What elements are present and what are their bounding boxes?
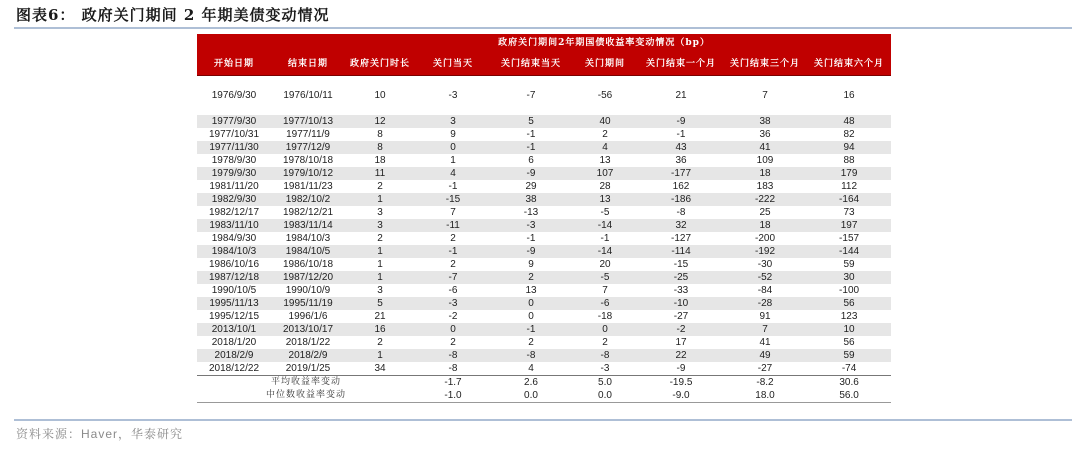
table-cell: 1977/10/13 bbox=[271, 115, 345, 128]
table-cell: 1977/10/31 bbox=[208, 129, 260, 140]
table-cell: 30 bbox=[807, 271, 891, 284]
table-cell: 2 bbox=[377, 181, 383, 192]
table-cell: 20 bbox=[599, 259, 611, 270]
summary-value: 0.0 bbox=[571, 389, 639, 403]
table-cell: -14 bbox=[571, 245, 639, 258]
table-cell: -1 bbox=[491, 323, 571, 336]
table-cell: -6 bbox=[448, 285, 458, 296]
table-cell: 49 bbox=[723, 349, 807, 362]
table-cell: -5 bbox=[600, 207, 610, 218]
table-body bbox=[197, 76, 891, 376]
table-row bbox=[197, 271, 891, 284]
table-cell: 0 bbox=[491, 297, 571, 310]
table-cell: 109 bbox=[756, 155, 774, 166]
col-header-3m-after: 关门结束三个月 bbox=[723, 49, 807, 76]
table-cell: -8 bbox=[415, 349, 491, 362]
table-cell: 13 bbox=[599, 155, 611, 166]
table-cell: 1976/10/11 bbox=[283, 90, 333, 101]
table-cell: -30 bbox=[757, 259, 773, 270]
table-cell: -7 bbox=[526, 90, 536, 101]
table-cell: -1 bbox=[491, 141, 571, 154]
summary-value: -8.2 bbox=[756, 377, 774, 388]
table-cell: -8 bbox=[571, 349, 639, 362]
table-cell: 13 bbox=[525, 285, 537, 296]
table-cell: 1995/11/19 bbox=[271, 297, 345, 310]
table-cell: -11 bbox=[415, 219, 491, 232]
table-row bbox=[197, 115, 891, 128]
table-cell: -10 bbox=[639, 297, 723, 310]
table-cell: 1983/11/10 bbox=[197, 219, 271, 232]
table-cell: 2 bbox=[450, 259, 456, 270]
table-cell: 0 bbox=[528, 311, 534, 322]
source-divider bbox=[14, 419, 1072, 421]
table-cell: 2 bbox=[377, 233, 383, 244]
table-cell: 3 bbox=[345, 219, 415, 232]
table-cell: 1995/11/13 bbox=[197, 297, 271, 310]
table-cell: -6 bbox=[571, 297, 639, 310]
table-cell: 11 bbox=[345, 167, 415, 180]
table-cell: 107 bbox=[571, 167, 639, 180]
table-cell: 3 bbox=[377, 207, 383, 218]
table-cell: 1979/10/12 bbox=[271, 167, 345, 180]
table-cell: 1 bbox=[345, 271, 415, 284]
table-cell: 3 bbox=[415, 115, 491, 128]
table-cell: 91 bbox=[759, 311, 771, 322]
table-cell: -3 bbox=[491, 219, 571, 232]
col-header-6m-after: 关门结束六个月 bbox=[807, 49, 891, 76]
table-cell: 1978/10/18 bbox=[282, 155, 334, 166]
table-cell: 2013/10/1 bbox=[197, 323, 271, 336]
table-cell: 112 bbox=[841, 181, 858, 192]
table-cell: 56 bbox=[843, 337, 855, 348]
col-header-during: 关门期间 bbox=[571, 49, 639, 76]
summary-value: 30.6 bbox=[839, 377, 859, 388]
table-cell: -1 bbox=[448, 181, 458, 192]
table-cell: -3 bbox=[571, 362, 639, 376]
table-cell: -114 bbox=[639, 245, 723, 258]
table-cell: -1 bbox=[415, 245, 491, 258]
summary-value: 56.0 bbox=[807, 389, 891, 403]
summary-value: 0.0 bbox=[491, 389, 571, 403]
table-cell: 0 bbox=[415, 323, 491, 336]
table-cell: 2018/1/22 bbox=[285, 337, 331, 348]
table-row bbox=[197, 193, 891, 206]
table-cell: 1984/9/30 bbox=[211, 233, 257, 244]
table-cell: -192 bbox=[723, 245, 807, 258]
table-cell: 59 bbox=[807, 349, 891, 362]
table-cell: 1977/9/30 bbox=[197, 115, 271, 128]
table-cell: 41 bbox=[723, 141, 807, 154]
col-header-shutdown-day: 关门当天 bbox=[415, 49, 491, 76]
summary-value: 18.0 bbox=[723, 389, 807, 403]
table-cell: 8 bbox=[377, 129, 383, 140]
table-cell: 1 bbox=[345, 245, 415, 258]
table-cell: -1 bbox=[526, 233, 536, 244]
table-cell: -7 bbox=[415, 271, 491, 284]
table-cell: 2 bbox=[528, 337, 534, 348]
table-row bbox=[197, 154, 891, 167]
table-row bbox=[197, 180, 891, 193]
table-cell: 1977/11/30 bbox=[197, 141, 271, 154]
table-cell: -15 bbox=[673, 259, 689, 270]
table-row bbox=[197, 141, 891, 154]
table-cell: -2 bbox=[639, 323, 723, 336]
table-cell: 2 bbox=[377, 337, 383, 348]
summary-row bbox=[197, 376, 891, 390]
table-cell: 7 bbox=[602, 285, 608, 296]
table-cell: 123 bbox=[840, 311, 858, 322]
summary-value: 2.6 bbox=[524, 377, 538, 388]
table-row bbox=[197, 297, 891, 310]
table-cell: -8 bbox=[491, 349, 571, 362]
table-cell: 28 bbox=[599, 181, 611, 192]
table-cell: 1977/12/9 bbox=[271, 141, 345, 154]
table-cell: 0 bbox=[571, 323, 639, 336]
table-cell: 197 bbox=[807, 219, 891, 232]
table-cell: 12 bbox=[345, 115, 415, 128]
table-row bbox=[197, 284, 891, 297]
table-cell: -164 bbox=[807, 193, 891, 206]
table-cell: 10 bbox=[374, 90, 386, 101]
table-cell: 1987/12/18 bbox=[197, 271, 271, 284]
table-cell: -1 bbox=[526, 129, 536, 140]
table-cell: 22 bbox=[639, 349, 723, 362]
table-cell: 4 bbox=[491, 362, 571, 376]
table-cell: 1982/12/17 bbox=[208, 207, 260, 218]
table-cell: 2 bbox=[602, 337, 608, 348]
table-cell: 1984/10/5 bbox=[271, 245, 345, 258]
table-row bbox=[197, 258, 891, 271]
table-cell: 4 bbox=[415, 167, 491, 180]
table-cell: -144 bbox=[807, 245, 891, 258]
summary-value: -9.0 bbox=[639, 389, 723, 403]
table-cell: 1981/11/23 bbox=[283, 181, 333, 192]
table-cell: 0 bbox=[415, 141, 491, 154]
table-cell: -84 bbox=[757, 285, 773, 296]
table-cell: 48 bbox=[807, 115, 891, 128]
table-cell: -18 bbox=[597, 311, 613, 322]
table-caption-text: 政府关门期间2年期国债收益率变动情况（bp） bbox=[498, 38, 710, 48]
table-cell: 38 bbox=[491, 193, 571, 206]
table-cell: 183 bbox=[756, 181, 774, 192]
source-note: 资料来源：Haver，华泰研究 bbox=[16, 427, 184, 441]
table-cell: 21 bbox=[675, 90, 687, 101]
table-cell: 1978/9/30 bbox=[211, 155, 257, 166]
col-header-end-day: 关门结束当天 bbox=[491, 49, 571, 76]
table-cell: 1996/1/6 bbox=[288, 311, 328, 322]
table-cell: -100 bbox=[839, 285, 860, 296]
summary-value: 5.0 bbox=[598, 377, 612, 388]
table-row bbox=[197, 245, 891, 258]
table-cell: 3 bbox=[377, 285, 383, 296]
table-cell: 18 bbox=[374, 155, 386, 166]
table-cell: 1981/11/20 bbox=[209, 181, 259, 192]
table-cell: 73 bbox=[843, 207, 855, 218]
table-cell: -200 bbox=[754, 233, 775, 244]
summary-label: 平均收益率变动 bbox=[270, 377, 341, 387]
table-cell: 179 bbox=[807, 167, 891, 180]
table-cell: 56 bbox=[807, 297, 891, 310]
table-cell: 7 bbox=[762, 90, 768, 101]
table-cell: 2013/10/17 bbox=[271, 323, 345, 336]
table-caption-row bbox=[197, 34, 891, 49]
table-cell: 7 bbox=[723, 323, 807, 336]
table-cell: 1 bbox=[377, 259, 383, 270]
table-cell: 29 bbox=[525, 181, 537, 192]
table-cell: -13 bbox=[523, 207, 539, 218]
table-cell: -9 bbox=[491, 245, 571, 258]
col-header-1m-after: 关门结束一个月 bbox=[639, 49, 723, 76]
table-cell: 13 bbox=[571, 193, 639, 206]
table-cell: 6 bbox=[528, 155, 534, 166]
table-cell: -52 bbox=[723, 271, 807, 284]
table-cell: -27 bbox=[673, 311, 689, 322]
table-row bbox=[197, 76, 891, 116]
table-cell: 5 bbox=[345, 297, 415, 310]
table-cell: 2 bbox=[450, 337, 456, 348]
table-cell: 94 bbox=[807, 141, 891, 154]
table-cell: -8 bbox=[415, 362, 491, 376]
col-header-start-date: 开始日期 bbox=[197, 49, 271, 76]
shutdown-yield-table bbox=[197, 34, 891, 403]
table-cell: -186 bbox=[639, 193, 723, 206]
table-summary bbox=[197, 376, 891, 403]
table-cell: 2 bbox=[602, 129, 608, 140]
table-cell: 36 bbox=[675, 155, 687, 166]
table-cell: 1982/12/21 bbox=[282, 207, 334, 218]
table-caption bbox=[197, 34, 891, 49]
table-cell: 2018/2/9 bbox=[197, 349, 271, 362]
table-cell: 2018/1/20 bbox=[211, 337, 257, 348]
table-cell: 25 bbox=[759, 207, 771, 218]
table-cell: 34 bbox=[345, 362, 415, 376]
summary-label: 中位数收益率变动 bbox=[197, 389, 415, 403]
col-header-end-date: 结束日期 bbox=[271, 49, 345, 76]
table-row bbox=[197, 206, 891, 219]
table-cell: 1976/9/30 bbox=[211, 90, 257, 101]
table-cell: 1983/11/14 bbox=[271, 219, 345, 232]
table-cell: -222 bbox=[723, 193, 807, 206]
table-cell: 1986/10/18 bbox=[282, 259, 334, 270]
table-cell: -1 bbox=[676, 129, 686, 140]
table-cell: 1 bbox=[345, 193, 415, 206]
table-cell: 59 bbox=[843, 259, 855, 270]
table-row bbox=[197, 167, 891, 180]
table-cell: 10 bbox=[807, 323, 891, 336]
table-cell: -74 bbox=[807, 362, 891, 376]
table-cell: 8 bbox=[345, 141, 415, 154]
table-cell: -33 bbox=[673, 285, 689, 296]
table-header-row bbox=[197, 49, 891, 76]
table-cell: 88 bbox=[843, 155, 855, 166]
table-cell: -9 bbox=[639, 362, 723, 376]
table-cell: 1982/10/2 bbox=[271, 193, 345, 206]
table-cell: 162 bbox=[672, 181, 690, 192]
summary-value: -1.0 bbox=[415, 389, 491, 403]
table-cell: 36 bbox=[759, 129, 771, 140]
table-cell: -1 bbox=[600, 233, 610, 244]
table-row bbox=[197, 336, 891, 349]
table-cell: -25 bbox=[639, 271, 723, 284]
table-cell: 18 bbox=[723, 219, 807, 232]
table-cell: 18 bbox=[723, 167, 807, 180]
table-cell: 17 bbox=[675, 337, 687, 348]
table-cell: 82 bbox=[843, 129, 855, 140]
summary-value: -1.7 bbox=[444, 377, 462, 388]
table-cell: 2 bbox=[491, 271, 571, 284]
table-cell: 9 bbox=[528, 259, 534, 270]
table-cell: 1987/12/20 bbox=[271, 271, 345, 284]
table-cell: 1 bbox=[450, 155, 456, 166]
table-cell: 32 bbox=[639, 219, 723, 232]
table-cell: 43 bbox=[639, 141, 723, 154]
table-cell: -127 bbox=[670, 233, 691, 244]
table-cell: 1984/10/3 bbox=[285, 233, 331, 244]
table-cell: 1984/10/3 bbox=[197, 245, 271, 258]
table-cell: -177 bbox=[639, 167, 723, 180]
table-cell: 1995/12/15 bbox=[208, 311, 260, 322]
table-cell: -157 bbox=[839, 233, 860, 244]
table-cell: 4 bbox=[571, 141, 639, 154]
summary-row bbox=[197, 389, 891, 403]
table-cell: 1979/9/30 bbox=[197, 167, 271, 180]
title-divider bbox=[14, 27, 1072, 29]
table-cell: 2018/2/9 bbox=[271, 349, 345, 362]
table-row bbox=[197, 128, 891, 141]
table-cell: 9 bbox=[450, 129, 456, 140]
table-cell: 1990/10/9 bbox=[285, 285, 331, 296]
table-row bbox=[197, 232, 891, 245]
table-cell: -27 bbox=[723, 362, 807, 376]
table-cell: -3 bbox=[415, 297, 491, 310]
table-cell: 40 bbox=[571, 115, 639, 128]
table-cell: -15 bbox=[415, 193, 491, 206]
table-cell: 7 bbox=[450, 207, 456, 218]
table-row bbox=[197, 219, 891, 232]
table-cell: -5 bbox=[571, 271, 639, 284]
table-cell: 5 bbox=[491, 115, 571, 128]
table-cell: 16 bbox=[345, 323, 415, 336]
table-row bbox=[197, 310, 891, 323]
table-cell: -28 bbox=[723, 297, 807, 310]
table-cell: 1977/11/9 bbox=[286, 129, 330, 140]
table-cell: 1 bbox=[345, 349, 415, 362]
table-row bbox=[197, 362, 891, 376]
table-cell: -9 bbox=[639, 115, 723, 128]
figure-title: 图表6： 政府关门期间 2 年期美债变动情况 bbox=[16, 6, 330, 24]
table-cell: 1990/10/5 bbox=[211, 285, 257, 296]
table-cell: 21 bbox=[374, 311, 386, 322]
table-cell: -8 bbox=[676, 207, 686, 218]
table-cell: 2019/1/25 bbox=[271, 362, 345, 376]
summary-value: -19.5 bbox=[669, 377, 693, 388]
table-cell: 2018/12/22 bbox=[197, 362, 271, 376]
table-row bbox=[197, 323, 891, 336]
table-row bbox=[197, 349, 891, 362]
table-cell: 2 bbox=[450, 233, 456, 244]
table-cell: -9 bbox=[491, 167, 571, 180]
table-cell: 16 bbox=[843, 90, 855, 101]
table-cell: 41 bbox=[759, 337, 771, 348]
table-cell: -3 bbox=[448, 90, 458, 101]
table-cell: 38 bbox=[723, 115, 807, 128]
table-cell: -2 bbox=[448, 311, 458, 322]
table-cell: 1986/10/16 bbox=[208, 259, 260, 270]
table-cell: 1982/9/30 bbox=[197, 193, 271, 206]
table-cell: -56 bbox=[597, 90, 613, 101]
table-cell: -14 bbox=[571, 219, 639, 232]
col-header-duration: 政府关门时长 bbox=[345, 49, 415, 76]
